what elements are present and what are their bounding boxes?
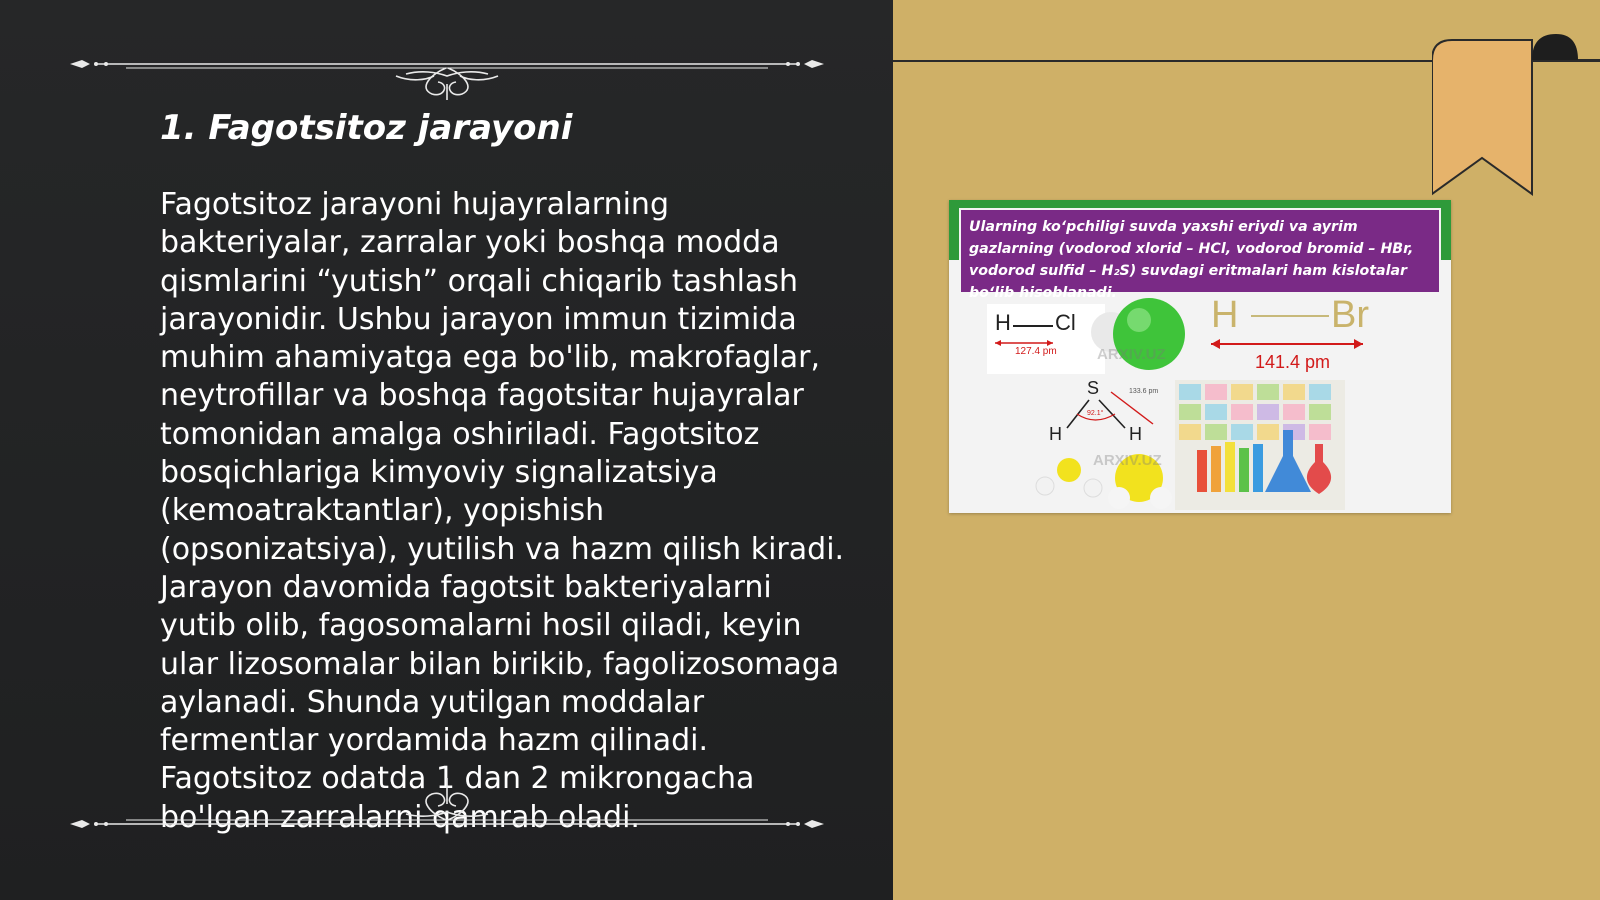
- h2s-bond-length: 133.6 pm: [1129, 388, 1159, 395]
- h2s-angle: 92.1°: [1087, 410, 1104, 417]
- watermark-2: ARXIV.UZ: [1093, 452, 1162, 469]
- chemistry-image: [949, 200, 1451, 513]
- slide-title: 1. Fagotsitoz jarayoni: [160, 108, 573, 148]
- h2s-s-label: S: [1087, 378, 1100, 398]
- watermark-1: ARXIV.UZ: [1097, 346, 1166, 363]
- image-caption: Ularning ko‘pchiligi suvda yaxshi eriydi va ayrim gazlarning (vodorod xlorid – HCl, vodorod bromid – HBr, vodorod sulfid – H₂S) suvdagi eritmalari ham kislotalar bo‘lib hisoblanadi.: [961, 210, 1439, 292]
- bookmark-ribbon-icon: [1432, 34, 1600, 200]
- hbr-br-label: Br: [1331, 294, 1369, 336]
- slide-body-text: Fagotsitoz jarayoni hujayralarning bakteriyalar, zarralar yoki boshqa modda qismlarini “yutish” orqali chiqarib tashlash jarayonidir. Ushbu jarayon immun tizimida muhim ahamiyatga ega bo'lib, makrofaglar, neytrofillar va boshqa fagotsitar hujayralar tomonidan amalga oshiriladi. Fagotsitoz bosqichlariga kimyoviy signalizatsiya (kemoatraktantlar), yopishish (opsonizatsiya), yutilish va hazm qilish kiradi. Jarayon davomida fagotsit bakteriyalarni yutib olib, fagosomalarni hosil qiladi, keyin ular lizosomalar bilan birikib, fagolizosomaga aylanadi. Shunda yutilgan moddalar fermentlar yordamida hazm qilinadi. Fagotsitoz odatda 1 dan 2 mikrongacha bo'lgan zarralarni qamrab oladi.: [160, 187, 845, 835]
- hcl-cl-label: Cl: [1055, 310, 1076, 335]
- hcl-h-label: H: [995, 310, 1011, 335]
- h2s-h2-label: H: [1129, 424, 1142, 444]
- ornament-bottom-icon: [66, 778, 828, 838]
- hbr-h-label: H: [1211, 294, 1239, 336]
- h2s-h1-label: H: [1049, 424, 1062, 444]
- ornament-top-icon: [66, 40, 828, 100]
- hbr-bond-length: 141.4 pm: [1255, 352, 1331, 372]
- hcl-bond-length: 127.4 pm: [1015, 346, 1057, 357]
